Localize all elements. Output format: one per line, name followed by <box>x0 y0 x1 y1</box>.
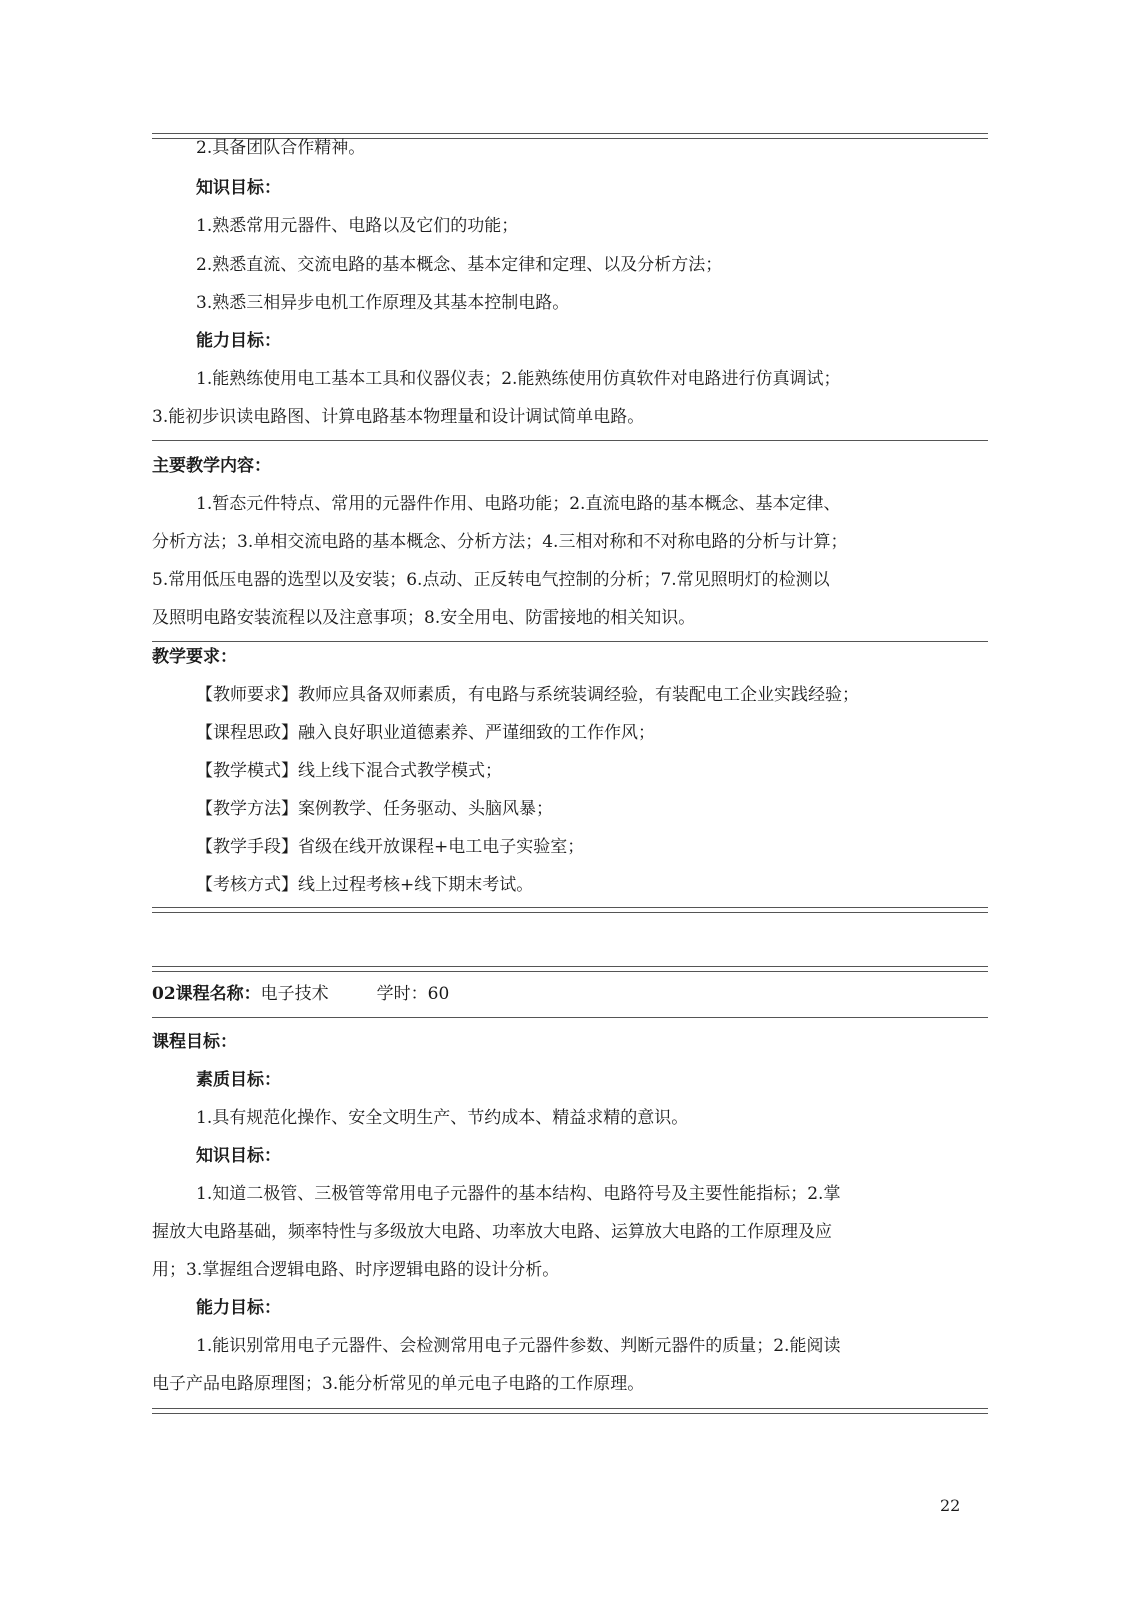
content-heading: 主要教学内容： <box>152 456 271 476</box>
knowledge-line: 用；3.掌握组合逻辑电路、时序逻辑电路的设计分析。 <box>152 1260 560 1280</box>
knowledge-heading: 知识目标： <box>196 178 281 198</box>
requirement-item: 【教师要求】教师应具备双师素质，有电路与系统装调经验，有装配电工企业实践经验； <box>196 685 859 705</box>
objectives-heading: 课程目标： <box>152 1032 237 1052</box>
section-divider <box>152 641 988 642</box>
hours-value: 60 <box>427 984 450 1004</box>
section-divider <box>152 440 988 441</box>
course-name: 电子技术 <box>260 984 329 1004</box>
knowledge-line: 1.知道二极管、三极管等常用电子元器件的基本结构、电路符号及主要性能指标；2.掌 <box>196 1184 841 1204</box>
page-number: 22 <box>940 1496 961 1515</box>
content-line: 1.暂态元件特点、常用的元器件作用、电路功能；2.直流电路的基本概念、基本定律、 <box>196 494 841 514</box>
top-double-rule <box>152 966 988 972</box>
knowledge-item: 1.熟悉常用元器件、电路以及它们的功能； <box>196 216 519 236</box>
content-line: 分析方法；3.单相交流电路的基本概念、分析方法；4.三相对称和不对称电路的分析与计算； <box>152 532 848 552</box>
requirement-item: 【教学手段】省级在线开放课程+电工电子实验室； <box>196 837 585 857</box>
course-name-label: 课程名称： <box>175 984 261 1004</box>
knowledge-heading: 知识目标： <box>196 1146 281 1166</box>
ability-item: 3.能初步识读电路图、计算电路基本物理量和设计调试简单电路。 <box>152 407 645 427</box>
bottom-double-rule <box>152 907 988 913</box>
ability-heading: 能力目标： <box>196 331 281 351</box>
knowledge-line: 握放大电路基础，频率特性与多级放大电路、功率放大电路、运算放大电路的工作原理及应 <box>152 1222 832 1242</box>
quality-item: 1.具有规范化操作、安全文明生产、节约成本、精益求精的意识。 <box>196 1108 689 1128</box>
requirement-item: 【考核方式】线上过程考核+线下期末考试。 <box>196 875 534 895</box>
section-divider <box>152 1017 988 1018</box>
requirement-item: 【教学模式】线上线下混合式教学模式； <box>196 761 502 781</box>
knowledge-item: 2.熟悉直流、交流电路的基本概念、基本定律和定理、以及分析方法； <box>196 255 723 275</box>
course-header <box>152 982 988 1006</box>
ability-heading: 能力目标： <box>196 1298 281 1318</box>
course-number: 02 <box>152 984 176 1004</box>
hours-label: 学时： <box>376 984 428 1004</box>
content-line: 及照明电路安装流程以及注意事项；8.安全用电、防雷接地的相关知识。 <box>152 608 696 628</box>
knowledge-item: 3.熟悉三相异步电机工作原理及其基本控制电路。 <box>196 293 570 313</box>
bottom-double-rule <box>152 1408 988 1414</box>
content-line: 5.常用低压电器的选型以及安装；6.点动、正反转电气控制的分析；7.常见照明灯的检测以 <box>152 570 830 590</box>
requirements-heading: 教学要求： <box>152 647 237 667</box>
quality-heading: 素质目标： <box>196 1070 281 1090</box>
ability-line: 1.能识别常用电子元器件、会检测常用电子元器件参数、判断元器件的质量；2.能阅读 <box>196 1336 841 1356</box>
quality-item: 2.具备团队合作精神。 <box>196 138 366 158</box>
requirement-item: 【课程思政】融入良好职业道德素养、严谨细致的工作作风； <box>196 723 655 743</box>
ability-line: 电子产品电路原理图；3.能分析常见的单元电子电路的工作原理。 <box>152 1374 645 1394</box>
requirement-item: 【教学方法】案例教学、任务驱动、头脑风暴； <box>196 799 553 819</box>
ability-item: 1.能熟练使用电工基本工具和仪器仪表；2.能熟练使用仿真软件对电路进行仿真调试； <box>196 369 841 389</box>
